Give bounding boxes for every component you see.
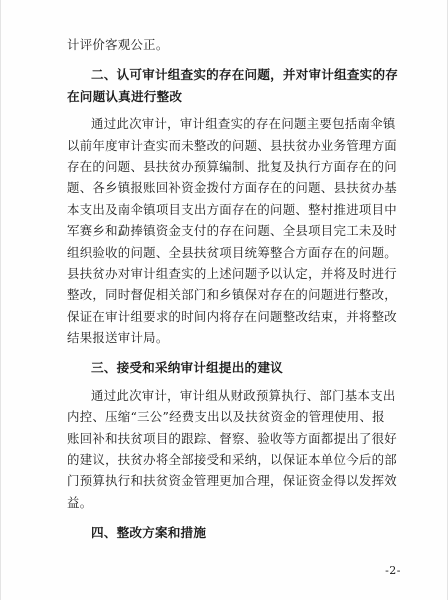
text-line: 整改，同时督促相关部门和乡镇保对存在的问题进行整改， <box>67 287 397 303</box>
section-2-paragraph-1 <box>67 113 409 263</box>
text-line: 存在的问题、县扶贫办预算编制、批复及执行方面存在的问 <box>67 158 397 174</box>
section-2-heading-cont: 在问题认真进行整改 <box>67 88 183 104</box>
section-3-heading: 三、接受和采纳审计组提出的建议 <box>91 360 283 376</box>
text-line: 内控、压缩“三公”经费支出以及扶贫资金的管理使用、报 <box>67 409 385 425</box>
text-line: 军赛乡和勐捧镇资金支付的存在问题、全县项目完工未及时 <box>67 223 397 239</box>
text-line: 账回补和扶贫项目的跟踪、督察、验收等方面都提出了很好 <box>67 430 397 446</box>
text-line: 通过此次审计，审计组查实的存在问题主要包括南伞镇 <box>91 116 396 132</box>
text-line: 县扶贫办对审计组查实的上述问题予以认定，并将及时进行 <box>67 265 397 281</box>
carryover-text: 计评价客观公正。 <box>67 37 169 52</box>
text-line: 保证在审计组要求的时间内将存在问题整改结束，并将整改 <box>67 308 397 324</box>
text-line: 的建议，扶贫办将全部接受和采纳，以保证本单位今后的部 <box>67 452 397 468</box>
text-line: 以前年度审计查实而未整改的问题、县扶贫办业务管理方面 <box>67 137 397 153</box>
text-line: 题、各乡镇报账回补资金拨付方面存在的问题、县扶贫办基 <box>67 180 397 196</box>
section-4-heading: 四、整改方案和措施 <box>91 525 207 541</box>
page-number: -2- <box>385 564 401 577</box>
document-body <box>67 34 409 544</box>
text-line: 门预算执行和扶贫资金管理更加合理，保证资金得以发挥效 <box>67 473 397 489</box>
section-2-paragraph-2 <box>67 263 409 349</box>
section-2-heading: 二、认可审计组查实的存在问题，并对审计组查实的存 <box>91 67 399 83</box>
text-line: 组织验收的问题、全县扶贫项目统筹整合方面存在的问题。 <box>67 244 397 260</box>
text-line: 益。 <box>67 494 93 510</box>
text-line: 通过此次审计，审计组从财政预算执行、部门基本支出 <box>91 387 396 403</box>
section-3-paragraph <box>67 385 409 513</box>
text-line: 本支出及南伞镇项目支出方面存在的问题、整村推进项目中 <box>67 201 397 217</box>
text-line: 结果报送审计局。 <box>67 330 169 346</box>
